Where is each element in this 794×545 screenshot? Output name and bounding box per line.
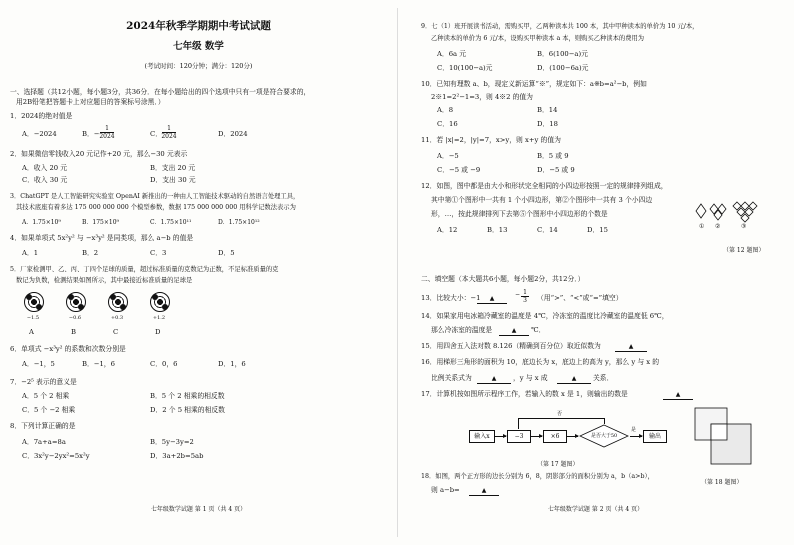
football-icon [108, 292, 128, 312]
q5-stem-line2: 数记为负数，检测结果如图所示，其中最接近标准质量的足球是 [16, 277, 193, 284]
q17-caption: （第 17 题图） [537, 461, 579, 468]
q12-fig-label: ③ [741, 223, 747, 230]
q11-option-d: D．−5 或 9 [537, 166, 575, 174]
q4-option-d: D．5 [218, 249, 235, 257]
flow-loop-line [604, 418, 605, 424]
q16-blank-1[interactable]: ▲ [477, 374, 511, 384]
q1-option-d: D．2024 [218, 130, 248, 138]
flow-multiply-box: ×6 [543, 430, 567, 443]
q17-stem: 17．计算机按如图所示程序工作，若输入的数 x 是 1，则输出的数是 [421, 390, 628, 398]
section1-header: 一、选择题（共12小题，每小题3分，共36分．在每小题给出的四个选项中只有一项是符合要求的， [10, 88, 311, 96]
q18-stem: 18．如图，两个正方形的边长分别为 6，8，阴影部分的面积分别为 a，b（a>b）， [421, 473, 654, 480]
q3-option-d: D．1.75×10¹² [218, 219, 260, 226]
q18-stem-line2: 则 a−b= [431, 486, 460, 494]
right-page [397, 0, 794, 545]
flow-subtract-box: −3 [507, 430, 531, 443]
q4-option-a: A．1 [22, 249, 39, 257]
football-icon [66, 292, 86, 312]
q10-option-d: D．18 [537, 120, 558, 128]
q18-caption: （第 18 题图） [701, 479, 743, 486]
ball-deviation: +0.3 [110, 315, 124, 321]
exam-info: (考试时间：120分钟；满分：120分) [144, 62, 253, 70]
q12-option-a: A．12 [437, 226, 458, 234]
q13-blank[interactable]: ▲ [477, 294, 507, 304]
q6-option-a: A．−1，5 [22, 360, 55, 368]
flow-arrow [530, 436, 542, 437]
ball-deviation: −1.5 [26, 315, 40, 321]
q5-stem: 5．厂家检测甲、乙、丙、丁四个足球的质量，超过标准质量的克数记为正数，不足标准质量的克 [10, 266, 279, 273]
diamond-group [733, 202, 757, 222]
flow-arrow [630, 436, 642, 437]
q12-stem: 12．如图，图中都是由大小和形状完全相同的小四边形按照一定的规律排列组成， [421, 182, 668, 190]
flow-decision-label: 是否大于50 [590, 433, 618, 439]
q4-stem: 4．如果单项式 5x²y² 与 −x³y² 是同类项，那么 a−b 的值是 [10, 234, 194, 242]
flow-loop-line [518, 418, 519, 429]
q14-stem: 14．如果家用电冰箱冷藏室的温度是 4℃，冷冻室的温度比冷藏室的温度低 6℃， [421, 312, 669, 320]
q6-option-d: D．1，6 [218, 360, 246, 368]
q1-option-c: C． [150, 130, 162, 138]
q1-option-b-numerator: 1 [100, 125, 114, 133]
q14-blank[interactable]: ▲ [499, 326, 529, 336]
q17-blank[interactable]: ▲ [663, 390, 693, 400]
q2-option-c: C．收入 30 元 [22, 176, 68, 184]
football-icon [24, 292, 44, 312]
section1-header-line2: 用2B铅笔把答题卡上对应题目的答案标号涂黑．） [16, 98, 165, 106]
q11-option-a: A．−5 [437, 152, 459, 160]
q12-option-c: C．14 [537, 226, 558, 234]
q12-option-d: D．15 [587, 226, 608, 234]
q7-option-d: D．2 个 5 相乘的相反数 [150, 406, 225, 414]
q12-fig-label: ① [699, 223, 705, 230]
diamond-group [710, 204, 726, 220]
q16-tail-text: 关系． [593, 374, 614, 382]
q2-option-d: D．支出 30 元 [150, 176, 196, 184]
q14-unit: ℃． [531, 326, 546, 334]
q14-stem-line2: 那么冷冻室的温度是 [431, 326, 493, 334]
exam-subtitle: 七年级 数学 [173, 41, 224, 52]
q8-option-d: D．3a+2b=5ab [150, 452, 204, 460]
flow-yes-label: 是 [631, 427, 637, 433]
q15-stem: 15．用四舍五入法对数 8.126（精确到百分位）取近似数为 [421, 342, 601, 350]
q11-option-c: C．−5 或 −9 [437, 166, 481, 174]
q12-stem-line3: 形，…，按此规律排列下去第⑤个图形中小四边形的个数是 [431, 210, 608, 218]
q2-option-a: A．收入 20 元 [22, 164, 68, 172]
q3-stem-line2: 其技术底座有着多达 175 000 000 000 个模型参数，数据 175 000 000 000 用科学记数法表示为 [16, 204, 296, 211]
q13-fraction-numerator: 1 [521, 289, 529, 297]
q4-option-b: B．2 [82, 249, 99, 257]
q8-stem: 8．下列计算正确的是 [10, 422, 76, 430]
q9-option-a: A．6a 元 [437, 50, 467, 58]
q4-option-c: C．3 [150, 249, 167, 257]
q12-fig-caption: （第 12 题图） [723, 247, 765, 254]
q10-stem: 10．已知有理数 a、b，现定义新运算“※”，规定如下：a※b=a²−b，例如 [421, 80, 647, 88]
page-footer: 七年级数学试题 第 2 页（共 4 页） [547, 506, 644, 513]
q1-option-c-numerator: 1 [162, 125, 176, 133]
q9-stem: 9．七（1）班开展读书活动，需购买甲，乙两种读本共 100 本，其中甲种读本的单价为 10 元/本， [421, 23, 699, 30]
q9-stem-line2: 乙种读本的单价为 6 元/本，设购买甲种读本 a 本，则购买乙种读本的费用为 [431, 35, 645, 42]
q2-option-b: B．支出 20 元 [150, 164, 196, 172]
q6-stem: 6．单项式 −x³y² 的系数和次数分别是 [10, 345, 126, 353]
flow-no-label: 否 [557, 411, 563, 417]
q10-stem-line2: 2※1=2²−1=3，则 4※2 的值为 [431, 93, 533, 101]
flow-arrow [494, 436, 506, 437]
q7-stem: 7．−2⁵ 表示的意义是 [10, 378, 77, 386]
q1-option-b: B．− [82, 130, 100, 138]
q9-option-c: C．10(100−a)元 [437, 64, 493, 72]
q3-option-a: A．1.75×10⁹ [22, 219, 61, 226]
q10-option-b: B．14 [537, 106, 558, 114]
q11-stem: 11．若 |x|=2，|y|=7，x>y，则 x+y 的值为 [421, 136, 561, 144]
page-footer: 七年级数学试题 第 1 页（共 4 页） [150, 506, 247, 513]
diamond-shape [696, 204, 706, 218]
q13-minus: − [515, 291, 521, 298]
q11-option-b: B．5 或 9 [537, 152, 569, 160]
q6-option-c: C．0，6 [150, 360, 178, 368]
q13-stem: 13．比较大小：−1 [421, 294, 481, 302]
q12-fig-label: ② [715, 223, 721, 230]
q9-option-b: B．6(100−a)元 [537, 50, 588, 58]
q10-option-a: A．8 [437, 106, 454, 114]
q8-option-c: C．3x²y−2yx²=5x²y [22, 452, 90, 460]
q13-instruction: （用“>”、“<”或“=”填空） [537, 294, 623, 302]
ball-deviation: +1.2 [152, 315, 166, 321]
ball-label: C [113, 328, 119, 336]
q16-blank-2[interactable]: ▲ [557, 374, 591, 384]
ball-label: B [71, 328, 76, 336]
q7-option-c: C．5 个 −2 相乘 [22, 406, 76, 414]
q12-option-b: B．13 [487, 226, 508, 234]
q1-stem: 1．2024的绝对值是 [10, 112, 73, 120]
q1-option-b-denominator: 2024 [99, 133, 115, 140]
exam-title: 2024年秋季学期期中考试试题 [126, 20, 271, 32]
q9-option-d: D．(100−6a)元 [537, 64, 589, 72]
q7-option-b: B．5 个 2 相乘的相反数 [150, 392, 225, 400]
football-icon [150, 292, 170, 312]
q3-option-b: B．175×10⁹ [82, 219, 119, 226]
q10-option-c: C．16 [437, 120, 458, 128]
q16-mid-text: ，y 与 x 成 [513, 374, 548, 382]
flow-arrow [566, 436, 578, 437]
q8-option-b: B．5y−3y=2 [150, 438, 194, 446]
q1-option-c-denominator: 2024 [161, 133, 177, 140]
section2-header: 二、填空题（本大题共6小题，每小题2分，共12分．） [421, 275, 585, 283]
ball-deviation: −0.6 [68, 315, 82, 321]
q6-option-b: B．−1，6 [82, 360, 115, 368]
ball-label: A [29, 328, 34, 336]
q16-stem: 16．用梯形三角形的面积为 10，底边长为 x，底边上的高为 y，那么 y 与 x 的 [421, 358, 660, 366]
q13-fraction-denominator: 3 [523, 297, 527, 304]
q8-option-a: A．7a+a=8a [22, 438, 66, 446]
q2-stem: 2．如果微信零钱收入20 元记作+20 元，那么−30 元表示 [10, 150, 188, 158]
ball-label: D [155, 328, 161, 336]
q16-stem-line2: 比例关系式为 [431, 374, 472, 382]
q18-blank[interactable]: ▲ [469, 486, 499, 496]
q3-stem: 3．ChatGPT 是人工智能研究实验室 OpenAI 新推出的一种由人工智能技术驱动的自然语言处理工具， [10, 193, 300, 200]
q12-stem-line2: 其中第①个图形中一共有 1 个小四边形，第②个图形中一共有 3 个小四边 [431, 196, 653, 204]
flow-output-box: 输出 [643, 430, 667, 443]
q3-option-c: C．1.75×10¹¹ [150, 219, 192, 226]
flow-input-box: 输入x [469, 430, 495, 443]
q18-squares-figure [693, 406, 753, 470]
q15-blank[interactable]: ▲ [615, 342, 647, 352]
q7-option-a: A．5 个 2 相乘 [22, 392, 70, 400]
q1-option-a: A．−2024 [22, 130, 57, 138]
